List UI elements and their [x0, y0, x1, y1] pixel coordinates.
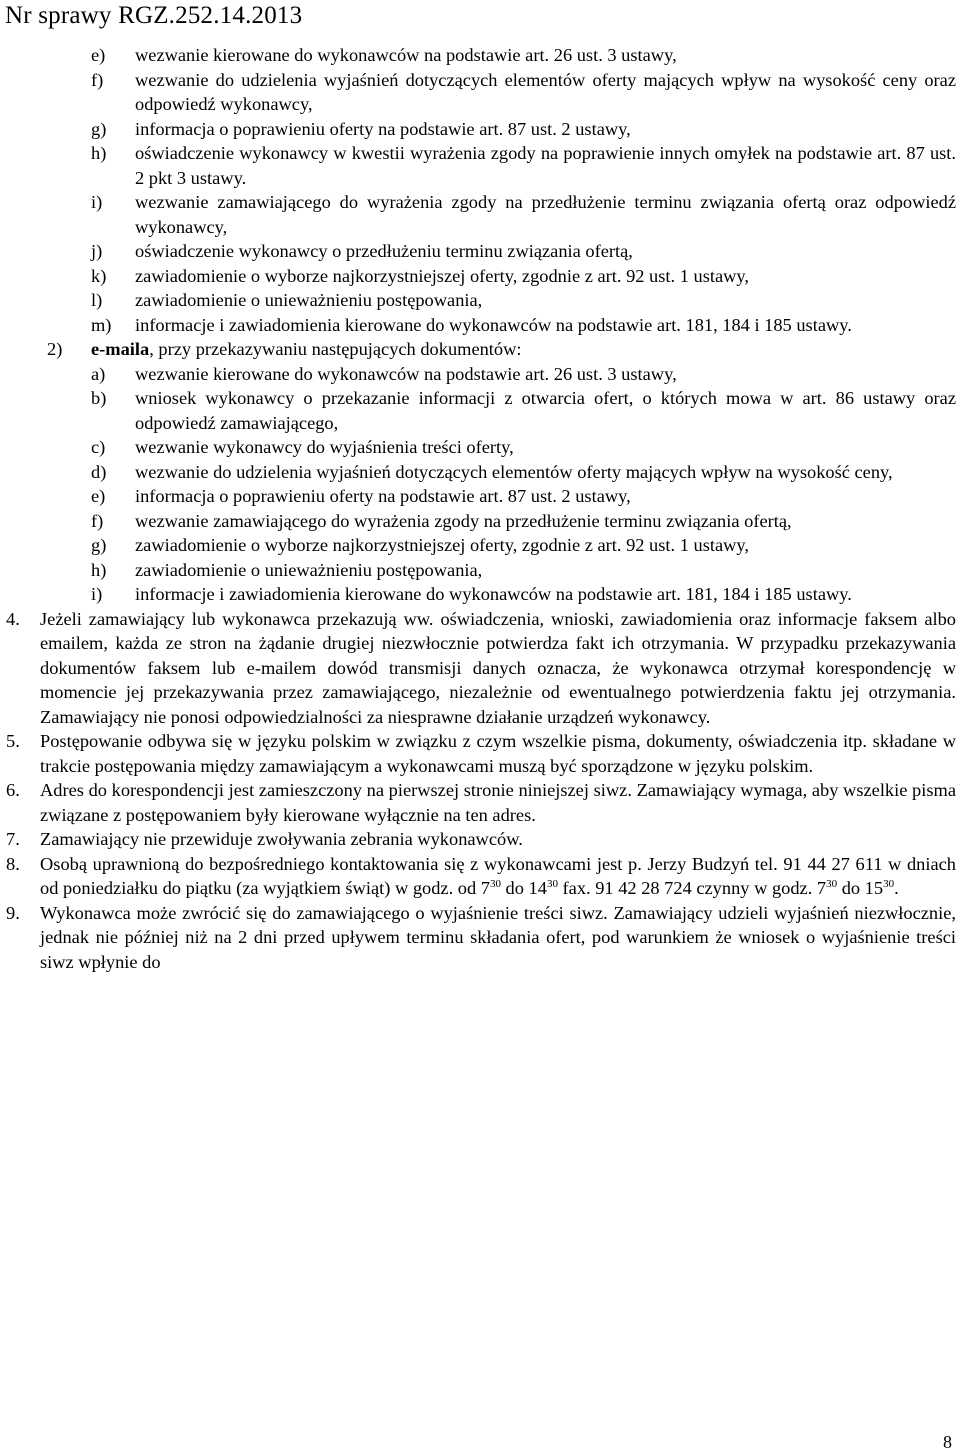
list-item — [0, 435, 960, 460]
point-number: 8. — [6, 853, 20, 874]
list-item — [0, 190, 960, 239]
list-item-label: a) — [91, 363, 106, 384]
list-item — [0, 239, 960, 264]
document-body — [0, 43, 960, 974]
contact-text: Osobą uprawnioną do bezpośredniego kontaktowania się z wykonawcami jest p. Jerzy Budzyń tel. 91 44 27 611 w dniach od poniedziałku do piątku (za wyjątkiem świąt) w godz. od 7 — [40, 853, 956, 898]
point-5 — [0, 729, 960, 778]
case-number-header: Nr sprawy RGZ.252.14.2013 — [5, 2, 303, 29]
contact-text: do 14 — [500, 878, 547, 898]
point-number: 7. — [6, 829, 20, 849]
list-item-text: wezwanie kierowane do wykonawców na podstawie art. 26 ust. 3 ustawy, — [135, 363, 677, 384]
point-6 — [0, 778, 960, 827]
list-item-label: f) — [91, 69, 104, 90]
list-item-text: oświadczenie wykonawcy o przedłużeniu terminu związania ofertą, — [135, 241, 633, 261]
list-item-label: b) — [91, 388, 107, 408]
list-item-text: informacje i zawiadomienia kierowane do wykonawców na podstawie art. 181, 184 i 185 ustawy. — [135, 584, 852, 604]
list-item — [0, 533, 960, 558]
list-item-text: zawiadomienie o wyborze najkorzystniejszej oferty, zgodnie z art. 92 ust. 1 ustawy, — [135, 265, 750, 286]
list-item — [0, 509, 960, 534]
list-item-text: wezwanie wykonawcy do wyjaśnienia treści oferty, — [135, 437, 514, 457]
point-text: Wykonawca może zwrócić się do zamawiającego o wyjaśnienie treści siwz. Zamawiający udzieli wyjaśnień niezwłocznie, jednak nie później niż na 2 dni przed upływem terminu składania ofert, pod warunkiem że wniosek o wyjaśnienie treści siwz wpłynie do — [40, 902, 956, 972]
section-text — [91, 337, 956, 362]
list-item-label: i) — [91, 584, 103, 604]
list-item-text: wezwanie zamawiającego do wyrażenia zgody na przedłużenie terminu związania ofertą oraz odpowiedź wykonawcy, — [135, 192, 956, 237]
list-item-text: wezwanie kierowane do wykonawców na podstawie art. 26 ust. 3 ustawy, — [135, 45, 677, 65]
list-item — [0, 264, 960, 289]
list-item — [0, 386, 960, 435]
minutes-superscript: 30 — [546, 878, 558, 890]
list-item — [0, 362, 960, 387]
point-8 — [0, 852, 960, 901]
point-number: 5. — [6, 731, 20, 751]
list-item-label: m) — [91, 314, 112, 335]
list-item-text: wezwanie zamawiającego do wyrażenia zgody na przedłużenie terminu związania ofertą, — [135, 510, 792, 531]
list-item-label: h) — [91, 143, 107, 163]
list-item — [0, 558, 960, 583]
section-label: 2) — [47, 339, 63, 359]
point-4 — [0, 607, 960, 730]
email-documents-list — [0, 362, 960, 607]
list-item-text: zawiadomienie o unieważnieniu postępowania, — [135, 559, 483, 580]
section-text-rest: , przy przekazywaniu następujących dokumentów: — [149, 339, 522, 359]
list-item-text: zawiadomienie o wyborze najkorzystniejszej oferty, zgodnie z art. 92 ust. 1 ustawy, — [135, 535, 750, 555]
contact-text: fax. 91 42 28 724 czynny w godz. 7 — [557, 878, 827, 898]
list-item-text: wniosek wykonawcy o przekazanie informacji z otwarcia ofert, o których mowa w art. 86 ustawy oraz odpowiedź zamawiającego, — [135, 388, 956, 433]
minutes-superscript: 30 — [883, 878, 895, 890]
point-number: 6. — [6, 780, 20, 800]
page-number: 8 — [943, 1432, 952, 1452]
list-item — [0, 43, 960, 68]
list-item-label: h) — [91, 559, 107, 580]
list-item-text: informacje i zawiadomienia kierowane do wykonawców na podstawie art. 181, 184 i 185 ustawy. — [135, 314, 852, 335]
point-text: Postępowanie odbywa się w języku polskim w związku z czym wszelkie pisma, dokumenty, oświadczenia itp. składane w trakcie postępowania między zamawiającym a wykonawcami muszą być sporządzone w języku polskim. — [40, 731, 956, 776]
list-item-text: zawiadomienie o unieważnieniu postępowania, — [135, 290, 483, 310]
list-item-text: oświadczenie wykonawcy w kwestii wyrażenia zgody na poprawienie innych omyłek na podstawie art. 87 ust. 2 pkt 3 ustawy. — [135, 143, 956, 188]
list-item-label: e) — [91, 45, 106, 65]
point-text: Zamawiający nie przewiduje zwoływania zebrania wykonawców. — [40, 829, 523, 849]
list-item-label: i) — [91, 192, 103, 212]
point-9 — [0, 901, 960, 975]
fax-documents-list — [0, 43, 960, 337]
point-text — [40, 852, 956, 901]
list-item-label: g) — [91, 118, 107, 139]
list-item — [0, 141, 960, 190]
list-item — [0, 484, 960, 509]
list-item-label: c) — [91, 437, 106, 457]
list-item-text: informacja o poprawieniu oferty na podstawie art. 87 ust. 2 ustawy, — [135, 118, 631, 139]
list-item-label: j) — [91, 241, 103, 261]
list-item — [0, 288, 960, 313]
list-item-label: g) — [91, 535, 107, 555]
list-item — [0, 117, 960, 142]
list-item-text: informacja o poprawieniu oferty na podstawie art. 87 ust. 2 ustawy, — [135, 486, 631, 506]
contact-text: . — [894, 878, 899, 898]
contact-text: do 15 — [837, 878, 884, 898]
minutes-superscript: 30 — [826, 878, 838, 890]
point-text: Jeżeli zamawiający lub wykonawca przekazują ww. oświadczenia, wnioski, zawiadomienia oraz informacje faksem albo emailem, każda ze stron na żądanie drugiej niezwłocznie potwierdza fakt ich otrzymania. W przypadku przekazywania dokumentów faksem lub e-mailem dowód transmisji danych oznacza, że wykonawca otrzymał korespondencję w momencie jej przekazywania przez zamawiającego, niezależnie od ewentualnego potwierdzenia faktu jej otrzymania. Zamawiający nie ponosi odpowiedzialności za niesprawne działanie urządzeń wykonawcy. — [40, 608, 956, 727]
list-item — [0, 68, 960, 117]
list-item-text: wezwanie do udzielenia wyjaśnień dotyczących elementów oferty mających wpływ na wysokość ceny, — [135, 461, 893, 482]
list-item-label: e) — [91, 486, 106, 506]
point-text: Adres do korespondencji jest zamieszczony na pierwszej stronie niniejszej siwz. Zamawiający wymaga, aby wszelkie pisma związane z postępowaniem były kierowane wyłącznie na ten adres. — [40, 780, 956, 825]
point-number: 4. — [6, 608, 20, 629]
email-section-heading — [0, 337, 960, 362]
list-item — [0, 460, 960, 485]
list-item-label: k) — [91, 265, 107, 286]
list-item-text: wezwanie do udzielenia wyjaśnień dotyczących elementów oferty mających wpływ na wysokość ceny oraz odpowiedź wykonawcy, — [135, 69, 956, 114]
email-keyword: e-maila — [91, 339, 150, 359]
point-7 — [0, 827, 960, 852]
minutes-superscript: 30 — [489, 878, 501, 890]
list-item-label: l) — [91, 290, 103, 310]
point-number: 9. — [6, 902, 20, 923]
list-item — [0, 582, 960, 607]
list-item-label: d) — [91, 461, 107, 482]
list-item — [0, 313, 960, 338]
list-item-label: f) — [91, 510, 104, 531]
